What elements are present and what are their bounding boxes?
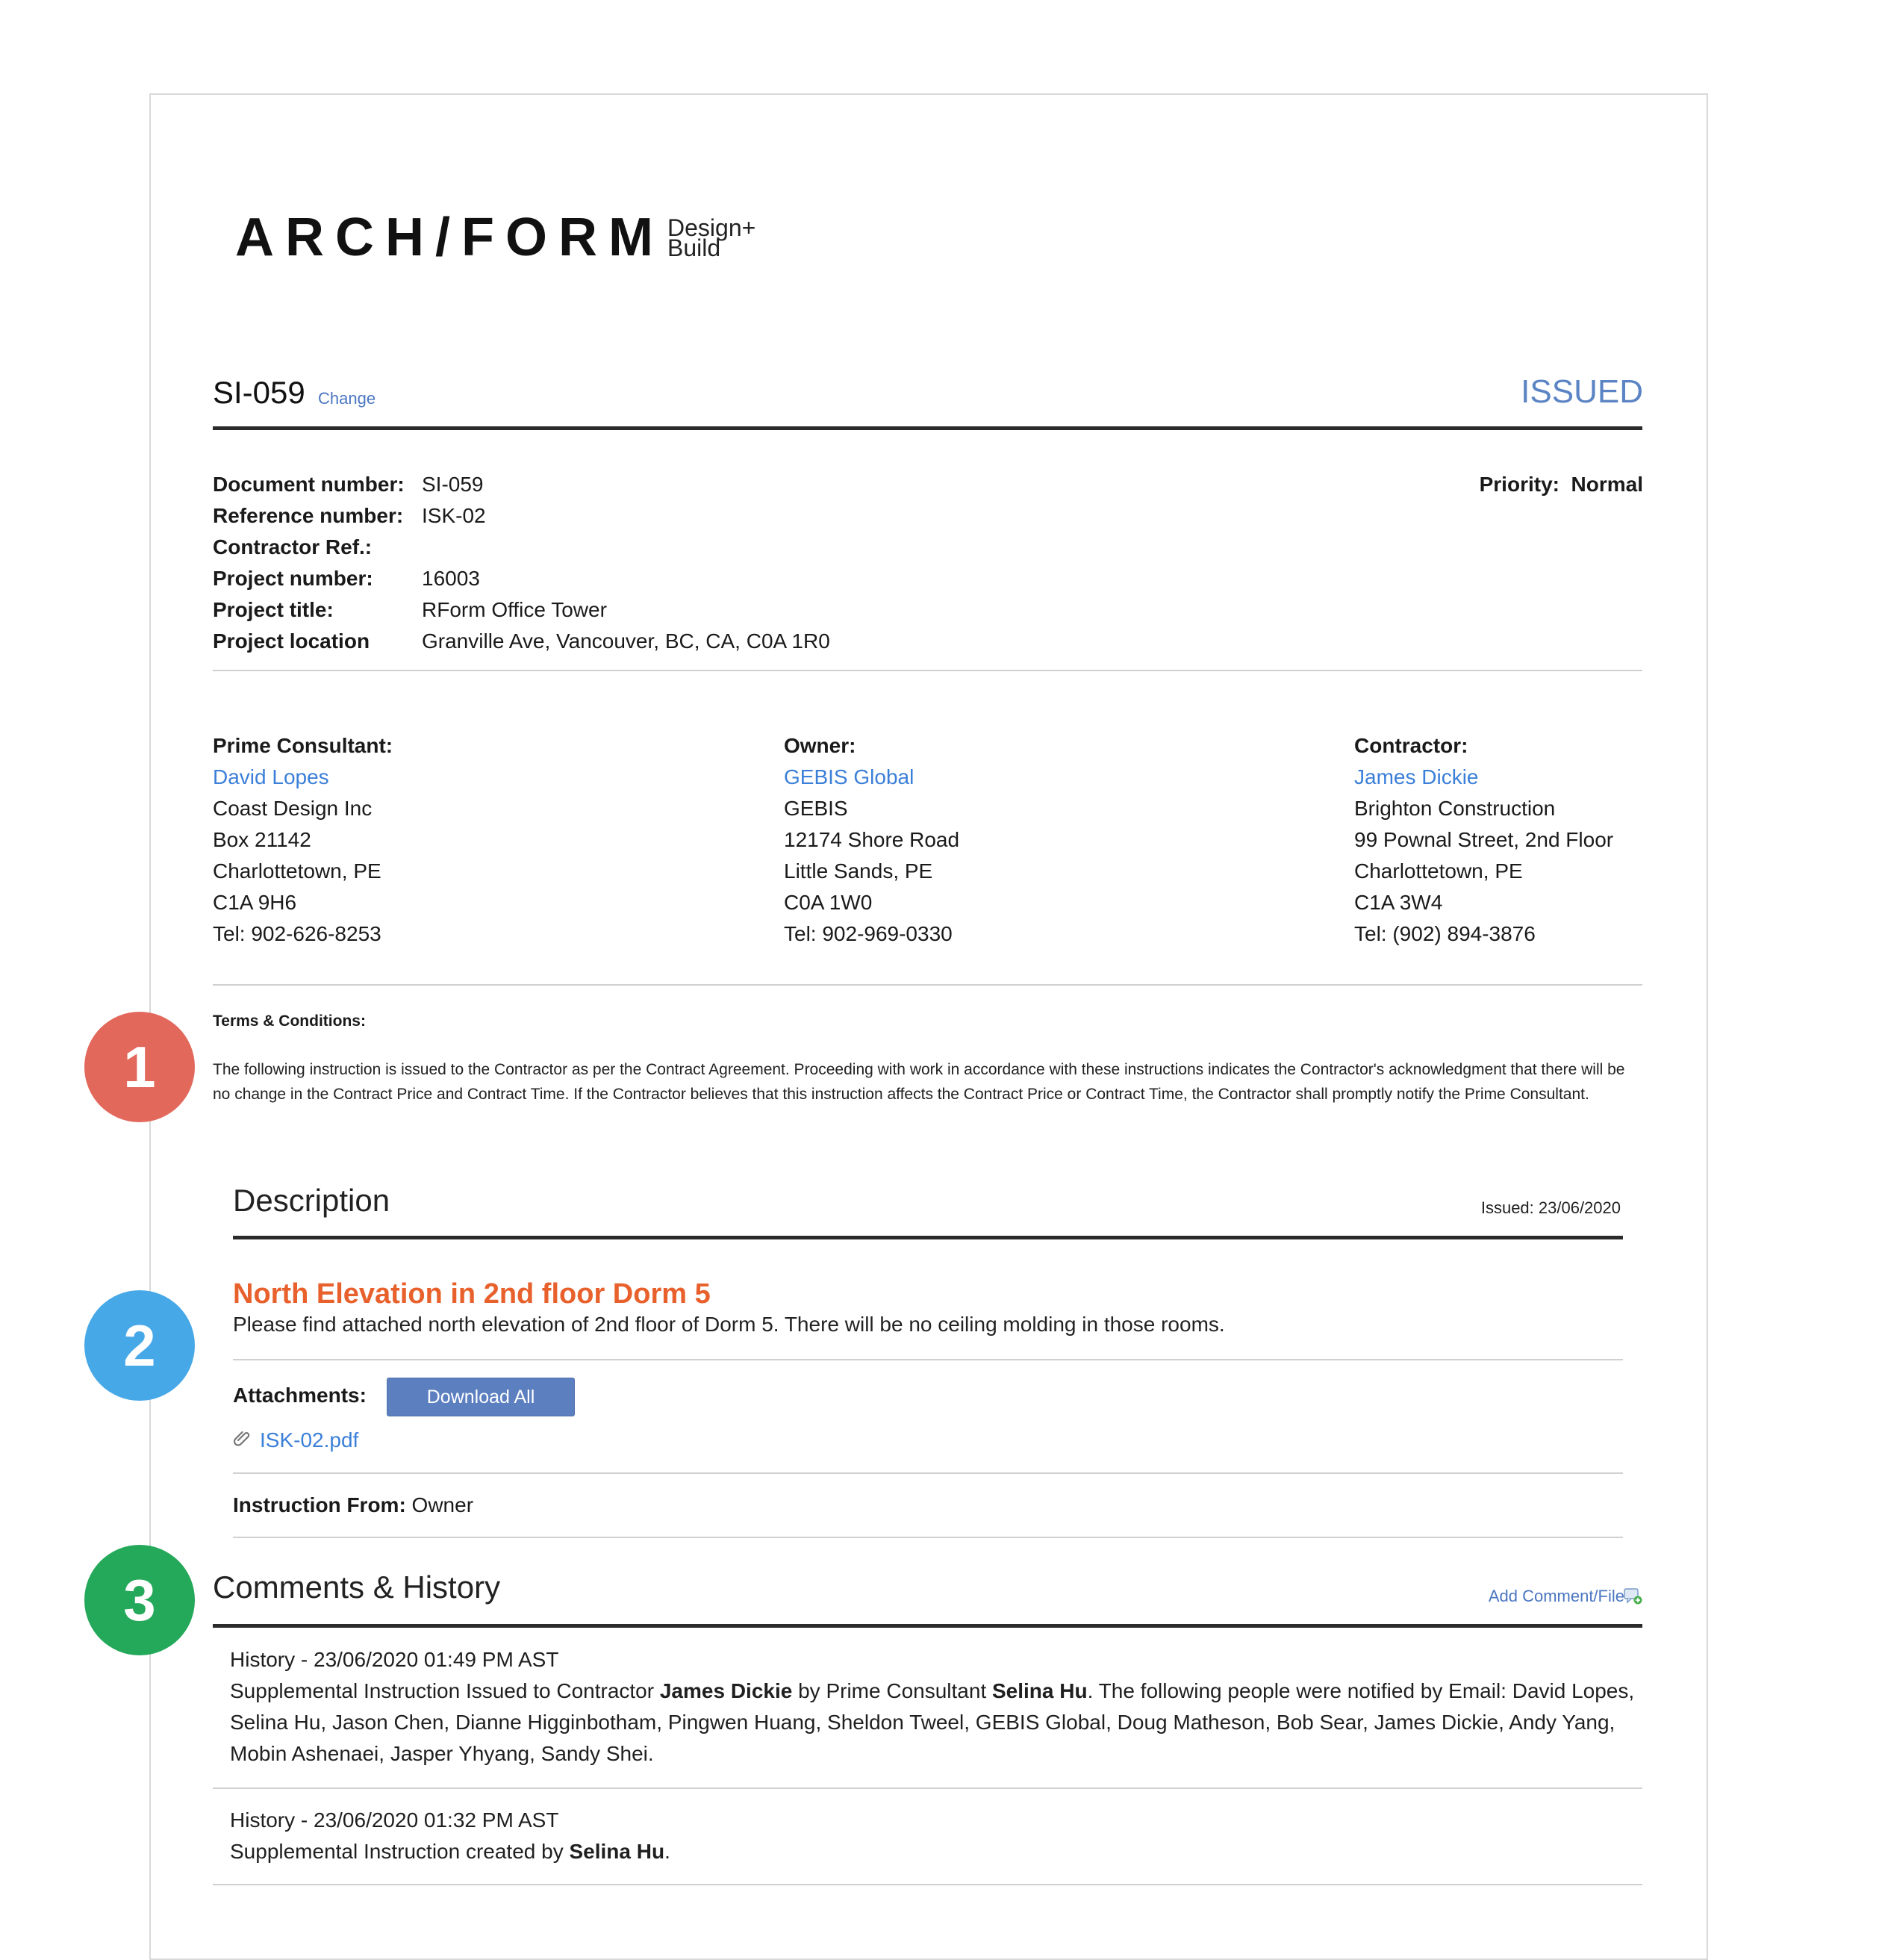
instruction-divider: [233, 1537, 1623, 1538]
contact-link[interactable]: GEBIS Global: [784, 765, 914, 788]
party-contractor: Contractor: James Dickie Brighton Construction 99 Pownal Street, 2nd Floor Charlottetown, PE C1A 3W4 Tel: (902) 894-3876: [1354, 730, 1653, 950]
attachments-label: Attachments:: [233, 1384, 367, 1407]
instruction-from: Instruction From: Owner: [233, 1493, 474, 1516]
instruction-body: Please find attached north elevation of 2nd floor of Dorm 5. There will be no ceiling molding in those rooms.: [233, 1313, 1225, 1336]
history-divider: [213, 1884, 1642, 1885]
history-title: History - 23/06/2020 01:32 PM AST: [230, 1808, 559, 1832]
meta-row: Project location Granville Ave, Vancouver, BC, CA, C0A 1R0: [213, 629, 830, 653]
meta-row: Project title: RForm Office Tower: [213, 598, 607, 621]
meta-divider: [213, 670, 1642, 671]
comments-divider: [213, 1624, 1642, 1628]
history-entry: [230, 1805, 1648, 1867]
history-title: History - 23/06/2020 01:49 PM AST: [230, 1648, 559, 1671]
contact-link[interactable]: David Lopes: [213, 765, 329, 788]
attachments-divider: [233, 1472, 1623, 1474]
priority-value: Normal: [1571, 473, 1643, 496]
meta-row: Document number: SI-059: [213, 473, 484, 496]
history-entry: [230, 1644, 1648, 1770]
terms-text: The following instruction is issued to the Contractor as per the Contract Agreement. Proceeding with work in accordance with these instructions indicates the Contractor's acknowledgment that there will be no change in the Contract Price and Contract Time. If the Contractor believes that this instruction affects the Contract Price or Contract Time, the Contractor shall promptly notify the Prime Consultant.: [213, 1061, 1625, 1103]
archform-logo: ARCH/FORM: [235, 208, 664, 267]
logo-tagline-line2: Build: [667, 234, 721, 261]
priority: [1480, 469, 1643, 500]
description-heading: Description: [233, 1183, 390, 1218]
step-badge-2: 2: [84, 1290, 195, 1401]
document-id: SI-059: [213, 375, 305, 410]
attachment-file[interactable]: [233, 1428, 358, 1452]
step-badge-3: 3: [84, 1545, 195, 1655]
change-link[interactable]: Change: [318, 389, 376, 408]
comments-heading: Comments & History: [213, 1569, 501, 1605]
description-divider: [233, 1236, 1623, 1239]
header-divider: [213, 426, 1642, 430]
priority-label: Priority:: [1479, 473, 1559, 496]
paperclip-icon: [233, 1428, 252, 1452]
contact-link[interactable]: James Dickie: [1354, 765, 1479, 788]
status-badge: ISSUED: [1521, 373, 1643, 410]
party-prime-consultant: Prime Consultant: David Lopes Coast Design Inc Box 21142 Charlottetown, PE C1A 9H6 Tel: 902-626-8253: [213, 730, 735, 950]
history-body: Supplemental Instruction Issued to Contractor James Dickie by Prime Consultant Selina Hu. The following people were notified by Email: David Lopes, Selina Hu, Jason Chen, Dianne Higginbotham, Pingwen Huang, Sheldon Tweel, GEBIS Global, Doug Matheson, Bob Sear, James Dickie, Andy Yang, Mobin Ashenaei, Jasper Yhyang, Sandy Shei.: [230, 1679, 1635, 1765]
step-badge-1: 1: [84, 1012, 195, 1122]
meta-row: Contractor Ref.:: [213, 535, 373, 559]
instruction-title: North Elevation in 2nd floor Dorm 5: [233, 1278, 711, 1310]
logo-tagline: [667, 214, 756, 261]
terms-title: Terms & Conditions:: [213, 1012, 366, 1030]
meta-row: Project number: 16003: [213, 567, 480, 590]
attachment-link[interactable]: ISK-02.pdf: [260, 1428, 359, 1452]
download-all-button[interactable]: Download All: [387, 1378, 575, 1416]
history-body: Supplemental Instruction created by Selina Hu.: [230, 1840, 670, 1863]
add-comment-link[interactable]: Add Comment/File: [1488, 1587, 1624, 1605]
party-owner: Owner: GEBIS Global GEBIS 12174 Shore Road Little Sands, PE C0A 1W0 Tel: 902-969-0330: [784, 730, 1306, 950]
parties-divider: [213, 984, 1642, 986]
add-comment-icon[interactable]: [1624, 1587, 1643, 1609]
issued-date: Issued: 23/06/2020: [1480, 1198, 1621, 1217]
logo-tagline-line1: Design+: [667, 214, 756, 241]
history-divider: [213, 1788, 1642, 1789]
body-divider: [233, 1359, 1623, 1360]
meta-row: Reference number: ISK-02: [213, 504, 486, 527]
document-meta: [213, 469, 830, 657]
